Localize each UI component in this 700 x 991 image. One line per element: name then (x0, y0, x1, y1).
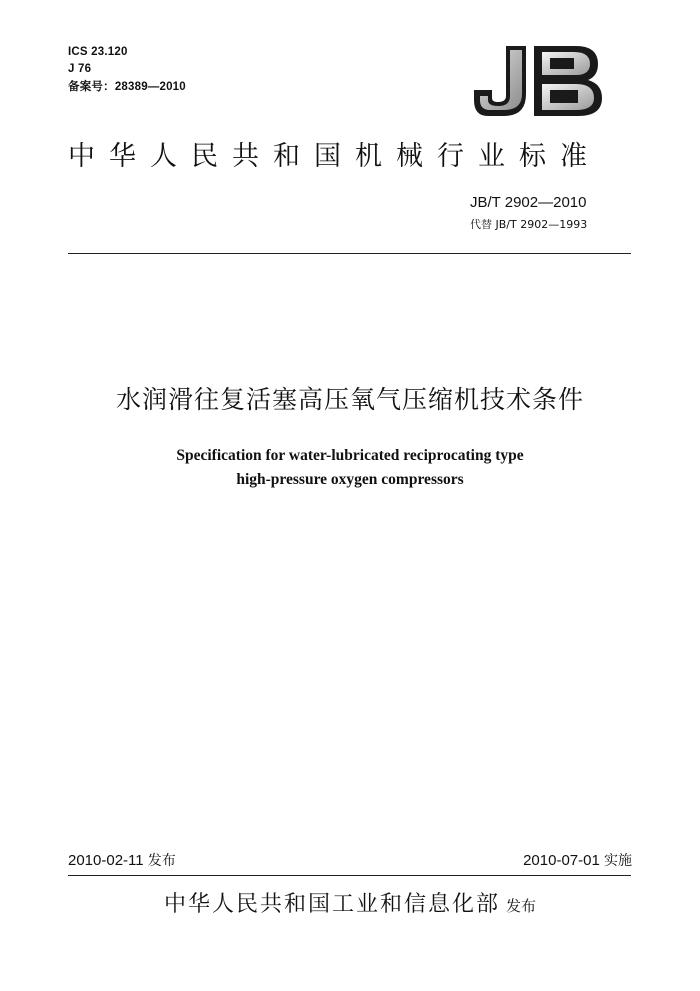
filing-number-label: 备案号： (68, 79, 115, 93)
issue-label: 发布 (147, 853, 176, 869)
ics-code: ICS 23.120 (68, 46, 128, 58)
issue-date-line (68, 851, 176, 871)
standard-number: JB/T 2902—2010 (470, 194, 587, 211)
bottom-divider (68, 875, 631, 876)
classification-code: J 76 (68, 63, 92, 75)
publisher-suffix: 发布 (506, 897, 537, 915)
document-title-en-line2: high-pressure oxygen compressors (236, 471, 464, 488)
effective-label: 实施 (604, 853, 632, 869)
filing-number: 28389—2010 (114, 81, 186, 93)
document-title-en-line1: Specification for water-lubricated reciprocating type (176, 447, 524, 464)
filing-number-line (68, 78, 186, 95)
top-divider (68, 253, 631, 254)
publisher-line (0, 890, 700, 921)
effective-date: 2010-07-01 (523, 852, 600, 869)
industry-standard-title: 中华人民共和国机械行业标准 (68, 141, 601, 172)
issue-date: 2010-02-11 (68, 852, 144, 869)
jb-emblem-icon (468, 42, 608, 120)
replaces-standard: 代替 JB/T 2902—1993 (470, 218, 588, 231)
effective-date-line (523, 851, 632, 871)
publisher-name: 中华人民共和国工业和信息化部 (163, 892, 500, 917)
document-title-cn: 水润滑往复活塞高压氧气压缩机技术条件 (115, 385, 584, 414)
